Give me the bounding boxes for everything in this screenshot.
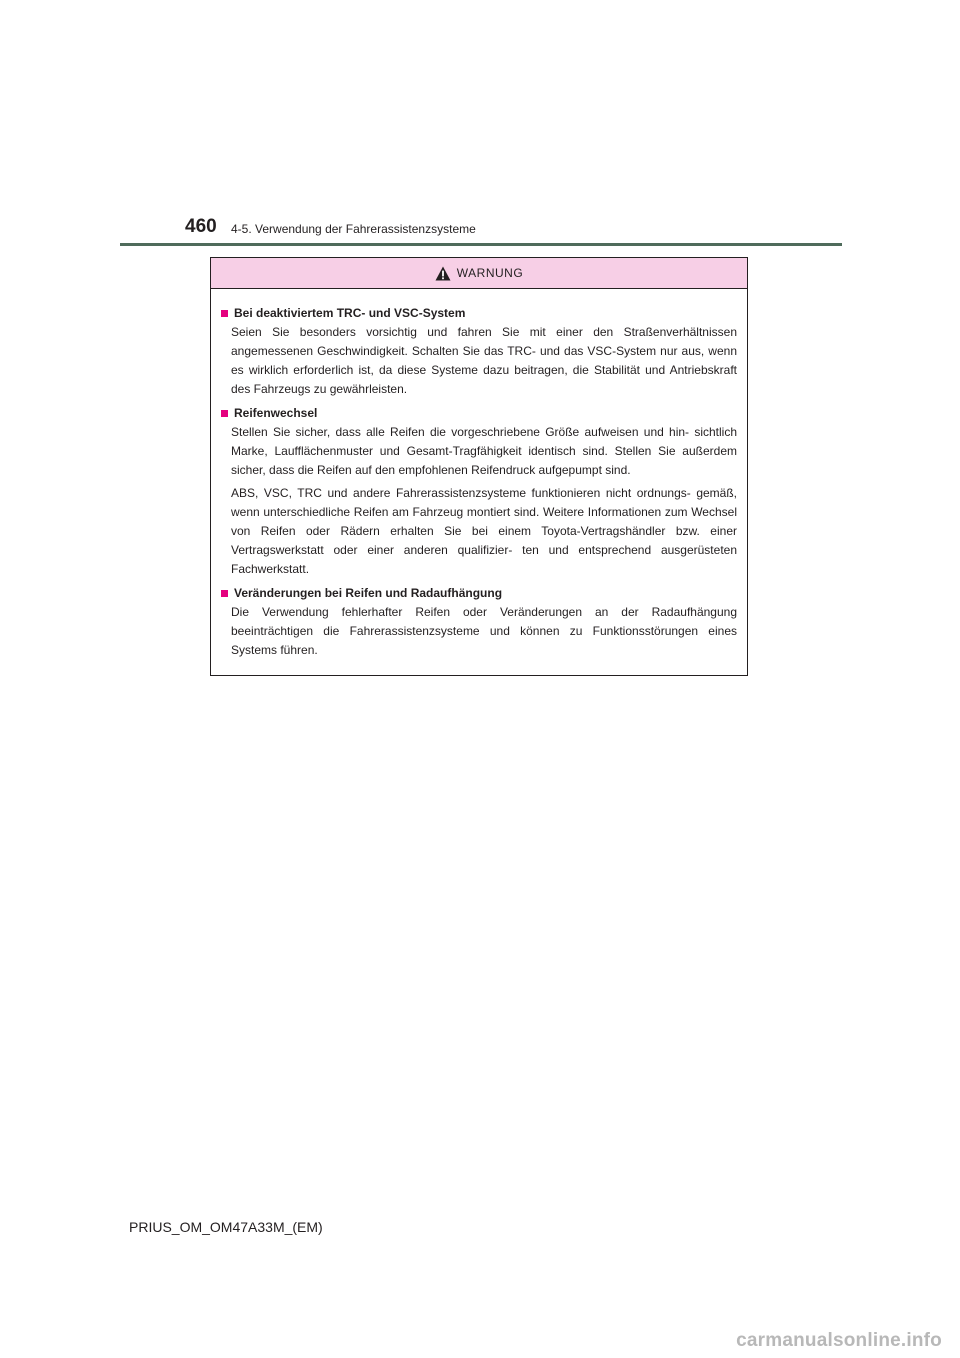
warning-item bbox=[221, 583, 737, 660]
item-heading-text: Veränderungen bei Reifen und Radaufhängung bbox=[234, 586, 503, 600]
warning-header bbox=[211, 258, 747, 289]
warning-item bbox=[221, 303, 737, 399]
item-paragraph: Die Verwendung fehlerhafter Reifen oder Veränderungen an der Radaufhängung beeinträchtigen die Fahrerassistenzsysteme und können zu Funktionsstörungen eines Systems führen. bbox=[231, 605, 737, 657]
bullet-square-icon bbox=[221, 410, 228, 417]
footer-code: PRIUS_OM_OM47A33M_(EM) bbox=[129, 1219, 323, 1235]
bullet-square-icon bbox=[221, 590, 228, 597]
warning-triangle-icon bbox=[435, 266, 451, 281]
item-paragraph: Stellen Sie sicher, dass alle Reifen die vorgeschriebene Größe aufweisen und hin- sichtlich Marke, Laufflächenmuster und Gesamt-Tragfähigkeit identisch sind. Stellen Sie außerdem sicher, dass die Reifen auf den empfohlenen Reifendruck aufgepumpt sind. bbox=[231, 425, 737, 477]
item-heading bbox=[221, 583, 737, 603]
item-heading-text: Bei deaktiviertem TRC- und VSC-System bbox=[234, 306, 466, 320]
bullet-square-icon bbox=[221, 310, 228, 317]
watermark: carmanualsonline.info bbox=[736, 1330, 942, 1351]
header-rule bbox=[120, 243, 842, 246]
item-paragraph: Seien Sie besonders vorsichtig und fahren Sie mit einer den Straßenverhältnissen angemessenen Geschwindigkeit. Schalten Sie das TRC- und das VSC-System nur aus, wenn es wirklich erforderlich ist, da diese Systeme dazu beitragen, die Stabilität und Antriebskraft des Fahrzeugs zu gewährleisten. bbox=[231, 325, 737, 396]
item-paragraph: ABS, VSC, TRC und andere Fahrerassistenzsysteme funktionieren nicht ordnungs- gemäß, wenn unterschiedliche Reifen am Fahrzeug montiert sind. Weitere Informationen zum Wechsel von Reifen oder Rädern erhalten Sie bei einem Toyota-Vertragshändler bzw. einer Vertragswerkstatt oder einer anderen qualifizier- ten und entsprechend ausgerüsteten Fachwerkstatt. bbox=[231, 486, 737, 576]
section-title: 4-5. Verwendung der Fahrerassistenzsysteme bbox=[231, 222, 476, 236]
warning-body bbox=[211, 289, 747, 660]
warning-title: WARNUNG bbox=[456, 266, 524, 280]
item-heading-text: Reifenwechsel bbox=[234, 406, 318, 420]
page-number: 460 bbox=[185, 216, 217, 237]
warning-box bbox=[210, 257, 748, 676]
item-heading bbox=[221, 303, 737, 323]
item-heading bbox=[221, 403, 737, 423]
warning-item bbox=[221, 403, 737, 579]
